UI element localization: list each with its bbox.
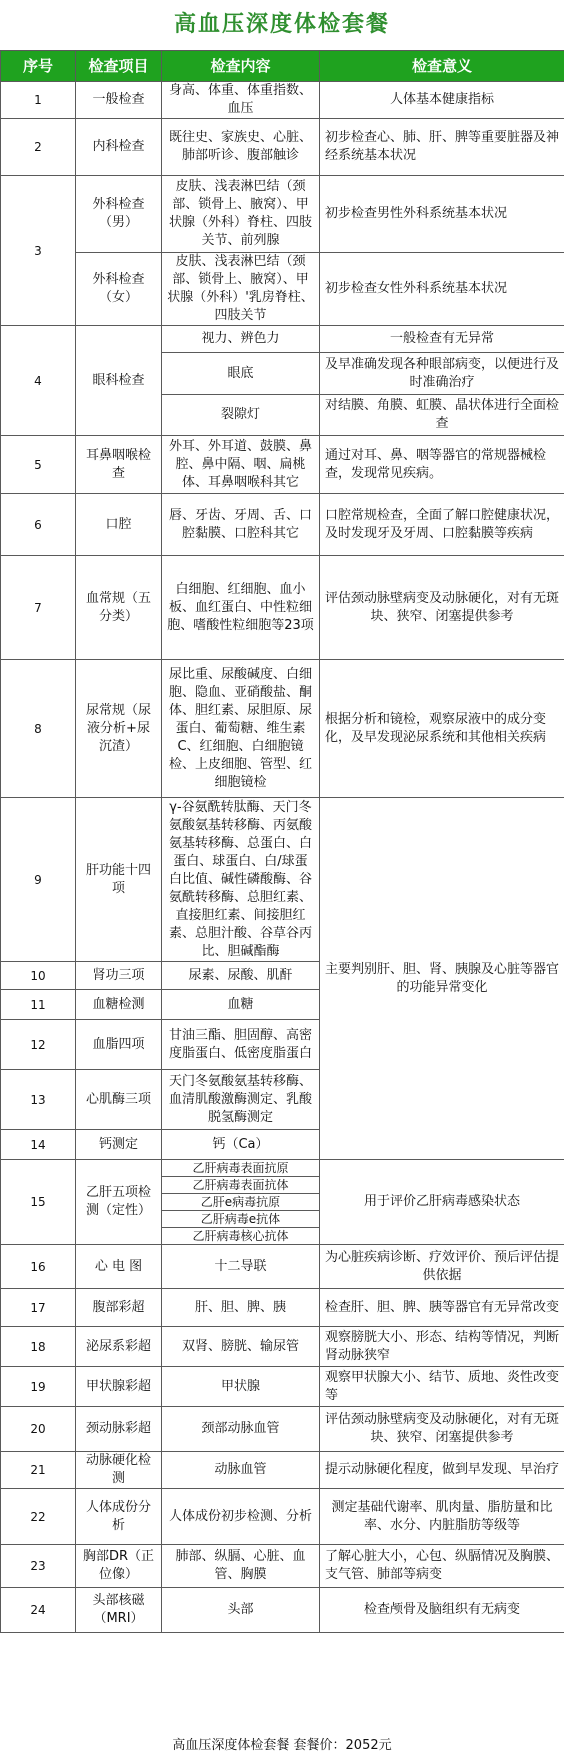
table-row — [1, 1452, 564, 1489]
row-content: 身高、体重、体重指数、血压 — [162, 82, 320, 119]
row-meaning: 主要判别肝、胆、肾、胰腺及心脏等器官的功能异常变化 — [320, 798, 564, 1160]
table-row — [1, 1588, 564, 1633]
hbv-item: 乙肝e病毒抗原 — [162, 1194, 320, 1211]
row-no: 18 — [1, 1327, 76, 1367]
row-content: 既往史、家族史、心脏、肺部听诊、腹部触诊 — [162, 119, 320, 176]
row-content: 裂隙灯 — [162, 395, 320, 436]
row-item: 血脂四项 — [76, 1020, 162, 1070]
row-content: 甘油三酯、胆固醇、高密度脂蛋白、低密度脂蛋白 — [162, 1020, 320, 1070]
table-row — [1, 253, 564, 326]
row-content: 唇、牙齿、牙周、舌、口腔黏膜、口腔科其它 — [162, 494, 320, 556]
row-item: 口腔 — [76, 494, 162, 556]
table-row — [1, 1160, 564, 1177]
row-meaning: 初步检查男性外科系统基本状况 — [320, 176, 564, 253]
row-meaning: 口腔常规检查，全面了解口腔健康状况，及时发现牙及牙周、口腔黏膜等疾病 — [320, 494, 564, 556]
row-no: 24 — [1, 1588, 76, 1633]
table-row — [1, 1245, 564, 1289]
row-no: 17 — [1, 1289, 76, 1327]
table-row — [1, 1407, 564, 1452]
row-item: 一般检查 — [76, 82, 162, 119]
table-row — [1, 556, 564, 660]
hbv-item: 乙肝病毒e抗体 — [162, 1211, 320, 1228]
table-row — [1, 176, 564, 253]
row-content: 钙（Ca） — [162, 1130, 320, 1160]
row-item: 外科检查（男） — [76, 176, 162, 253]
row-content: 肝、胆、脾、胰 — [162, 1289, 320, 1327]
row-content: 尿素、尿酸、肌酐 — [162, 962, 320, 990]
row-meaning: 提示动脉硬化程度，做到早发现、早治疗 — [320, 1452, 564, 1489]
row-meaning: 对结膜、角膜、虹膜、晶状体进行全面检查 — [320, 395, 564, 436]
hbv-item: 乙肝病毒核心抗体 — [162, 1228, 320, 1245]
row-no: 22 — [1, 1489, 76, 1545]
row-item: 人体成份分析 — [76, 1489, 162, 1545]
row-item: 尿常规（尿液分析+尿沉渣） — [76, 660, 162, 798]
row-meaning: 测定基础代谢率、肌肉量、脂肪量和比率、水分、内脏脂肪等级等 — [320, 1489, 564, 1545]
row-item: 乙肝五项检测（定性） — [76, 1160, 162, 1245]
table-row — [1, 436, 564, 494]
table-row — [1, 1367, 564, 1407]
row-item: 动脉硬化检测 — [76, 1452, 162, 1489]
table-row — [1, 326, 564, 353]
checkup-table — [0, 50, 564, 1633]
table-row — [1, 798, 564, 962]
page-title: 高血压深度体检套餐 — [173, 12, 390, 37]
table-row — [1, 494, 564, 556]
row-no: 6 — [1, 494, 76, 556]
row-content: 外耳、外耳道、鼓膜、鼻腔、鼻中隔、咽、扁桃体、耳鼻咽喉科其它 — [162, 436, 320, 494]
row-no: 1 — [1, 82, 76, 119]
row-meaning: 观察膀胱大小、形态、结构等情况，判断肾动脉狭窄 — [320, 1327, 564, 1367]
row-item: 肝功能十四项 — [76, 798, 162, 962]
row-no: 11 — [1, 990, 76, 1020]
row-meaning: 用于评价乙肝病毒感染状态 — [320, 1160, 564, 1245]
table-row — [1, 82, 564, 119]
row-content: 眼底 — [162, 353, 320, 395]
table-row — [1, 119, 564, 176]
table-row — [1, 1289, 564, 1327]
row-meaning: 评估颈动脉壁病变及动脉硬化，对有无斑块、狭窄、闭塞提供参考 — [320, 556, 564, 660]
row-content: γ-谷氨酰转肽酶、天门冬氨酸氨基转移酶、丙氨酸氨基转移酶、总蛋白、白蛋白、球蛋白、白/球蛋白比值、碱性磷酸酶、谷氨酰转移酶、总胆红素、直接胆红素、间接胆红素、总胆汁酸、谷草谷丙比、胆碱酯酶 — [162, 798, 320, 962]
table-row — [1, 1545, 564, 1588]
row-item: 心 电 图 — [76, 1245, 162, 1289]
row-meaning: 为心脏疾病诊断、疗效评价、预后评估提供依据 — [320, 1245, 564, 1289]
hbv-item: 乙肝病毒表面抗原 — [162, 1160, 320, 1177]
row-content: 肺部、纵膈、心脏、血管、胸膜 — [162, 1545, 320, 1588]
row-no: 15 — [1, 1160, 76, 1245]
row-meaning: 及早准确发现各种眼部病变，以便进行及时准确治疗 — [320, 353, 564, 395]
row-no: 2 — [1, 119, 76, 176]
row-item: 腹部彩超 — [76, 1289, 162, 1327]
row-no: 5 — [1, 436, 76, 494]
row-no: 7 — [1, 556, 76, 660]
row-item: 眼科检查 — [76, 326, 162, 436]
row-content: 皮肤、浅表淋巴结（颈部、锁骨上、腋窝）、甲状腺（外科）脊柱、四肢关节、前列腺 — [162, 176, 320, 253]
row-meaning: 评估颈动脉壁病变及动脉硬化，对有无斑块、狭窄、闭塞提供参考 — [320, 1407, 564, 1452]
row-content: 动脉血管 — [162, 1452, 320, 1489]
row-item: 钙测定 — [76, 1130, 162, 1160]
row-no: 23 — [1, 1545, 76, 1588]
row-item: 胸部DR（正位像） — [76, 1545, 162, 1588]
row-item: 泌尿系彩超 — [76, 1327, 162, 1367]
row-no: 14 — [1, 1130, 76, 1160]
package-price-footer: 高血压深度体检套餐 套餐价：2052元 — [172, 1738, 392, 1753]
row-content: 十二导联 — [162, 1245, 320, 1289]
header-no: 序号 — [1, 51, 76, 82]
row-meaning: 了解心脏大小，心包、纵膈情况及胸膜、支气管、肺部等病变 — [320, 1545, 564, 1588]
row-no: 4 — [1, 326, 76, 436]
row-no: 20 — [1, 1407, 76, 1452]
row-no: 16 — [1, 1245, 76, 1289]
row-item: 肾功三项 — [76, 962, 162, 990]
row-item: 外科检查（女） — [76, 253, 162, 326]
row-no: 21 — [1, 1452, 76, 1489]
row-meaning: 通过对耳、鼻、咽等器官的常规器械检查，发现常见疾病。 — [320, 436, 564, 494]
row-item: 头部核磁（MRI） — [76, 1588, 162, 1633]
row-meaning: 初步检查心、肺、肝、脾等重要脏器及神经系统基本状况 — [320, 119, 564, 176]
row-item: 心肌酶三项 — [76, 1070, 162, 1130]
row-item: 血糖检测 — [76, 990, 162, 1020]
table-row — [1, 660, 564, 798]
hbv-item: 乙肝病毒表面抗体 — [162, 1177, 320, 1194]
row-item: 甲状腺彩超 — [76, 1367, 162, 1407]
row-content: 天门冬氨酸氨基转移酶、血清肌酸激酶测定、乳酸脱氢酶测定 — [162, 1070, 320, 1130]
row-content: 头部 — [162, 1588, 320, 1633]
row-no: 3 — [1, 176, 76, 326]
row-meaning: 检查肝、胆、脾、胰等器官有无异常改变 — [320, 1289, 564, 1327]
row-content: 人体成份初步检测、分析 — [162, 1489, 320, 1545]
row-no: 13 — [1, 1070, 76, 1130]
header-item: 检查项目 — [76, 51, 162, 82]
row-item: 内科检查 — [76, 119, 162, 176]
header-meaning: 检查意义 — [320, 51, 564, 82]
row-item: 血常规（五分类） — [76, 556, 162, 660]
row-item: 颈动脉彩超 — [76, 1407, 162, 1452]
header-content: 检查内容 — [162, 51, 320, 82]
row-content: 双肾、膀胱、输尿管 — [162, 1327, 320, 1367]
row-content: 视力、辨色力 — [162, 326, 320, 353]
row-no: 19 — [1, 1367, 76, 1407]
row-meaning: 观察甲状腺大小、结节、质地、炎性改变等 — [320, 1367, 564, 1407]
row-content: 白细胞、红细胞、血小板、血红蛋白、中性粒细胞、嗜酸性粒细胞等23项 — [162, 556, 320, 660]
row-no: 10 — [1, 962, 76, 990]
table-header — [1, 51, 564, 82]
row-content: 颈部动脉血管 — [162, 1407, 320, 1452]
row-meaning: 一般检查有无异常 — [320, 326, 564, 353]
row-meaning: 初步检查女性外科系统基本状况 — [320, 253, 564, 326]
table-row — [1, 1489, 564, 1545]
row-content: 尿比重、尿酸碱度、白细胞、隐血、亚硝酸盐、酮体、胆红素、尿胆原、尿蛋白、葡萄糖、维生素C、红细胞、白细胞镜检、上皮细胞、管型、红细胞镜检 — [162, 660, 320, 798]
row-no: 9 — [1, 798, 76, 962]
row-content: 血糖 — [162, 990, 320, 1020]
row-no: 8 — [1, 660, 76, 798]
row-meaning: 根据分析和镜检，观察尿液中的成分变化，及早发现泌尿系统和其他相关疾病 — [320, 660, 564, 798]
row-meaning: 人体基本健康指标 — [320, 82, 564, 119]
table-row — [1, 1327, 564, 1367]
row-meaning: 检查颅骨及脑组织有无病变 — [320, 1588, 564, 1633]
row-content: 甲状腺 — [162, 1367, 320, 1407]
row-no: 12 — [1, 1020, 76, 1070]
row-content: 皮肤、浅表淋巴结（颈部、锁骨上、腋窝）、甲状腺（外科）'乳房脊柱、四肢关节 — [162, 253, 320, 326]
row-item: 耳鼻咽喉检查 — [76, 436, 162, 494]
